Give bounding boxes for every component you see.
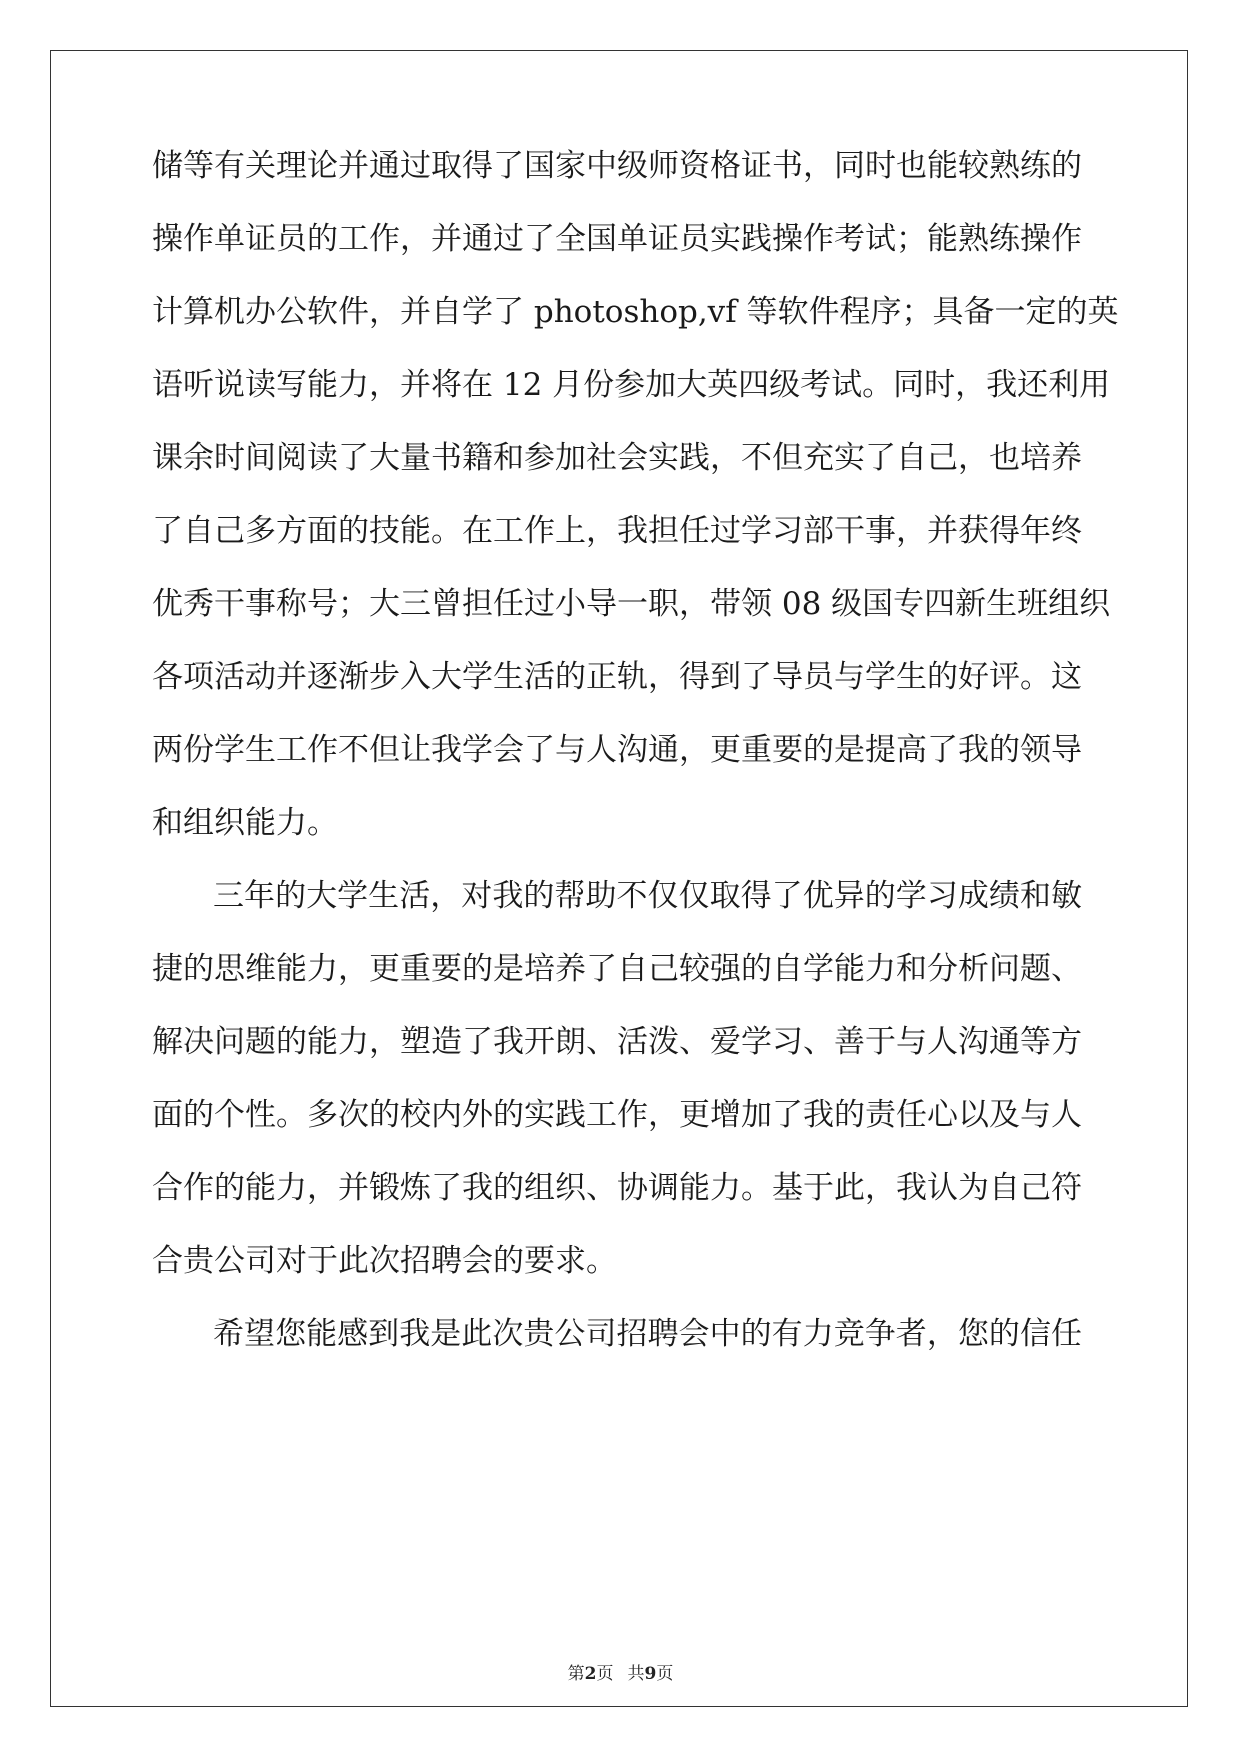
- text-line: 课余时间阅读了大量书籍和参加社会实践，不但充实了自己，也培养: [152, 440, 1082, 476]
- text-line: 解决问题的能力，塑造了我开朗、活泼、爱学习、善于与人沟通等方: [152, 1024, 1082, 1060]
- page-footer: [0, 1662, 1241, 1686]
- page-total: 9: [644, 1664, 657, 1684]
- text-line: 捷的思维能力，更重要的是培养了自己较强的自学能力和分析问题、: [152, 951, 1082, 987]
- text-line: 语听说读写能力，并将在 12 月份参加大英四级考试。同时，我还利用: [152, 367, 1111, 403]
- text-line: 三年的大学生活，对我的帮助不仅仅取得了优异的学习成绩和敏: [213, 878, 1082, 914]
- text-line: 操作单证员的工作，并通过了全国单证员实践操作考试；能熟练操作: [152, 221, 1082, 257]
- total-suffix: 页: [656, 1664, 674, 1684]
- text-line: 储等有关理论并通过取得了国家中级师资格证书，同时也能较熟练的: [152, 148, 1082, 184]
- text-line: 了自己多方面的技能。在工作上，我担任过学习部干事，并获得年终: [152, 513, 1082, 549]
- text-line: 面的个性。多次的校内外的实践工作，更增加了我的责任心以及与人: [152, 1097, 1082, 1133]
- text-line: 计算机办公软件，并自学了 photoshop,vf 等软件程序；具备一定的英: [152, 294, 1119, 330]
- text-line: 优秀干事称号；大三曾担任过小导一职，带领 08 级国专四新生班组织: [152, 586, 1111, 622]
- text-line: 合作的能力，并锻炼了我的组织、协调能力。基于此，我认为自己符: [152, 1170, 1082, 1206]
- text-line: 两份学生工作不但让我学会了与人沟通，更重要的是提高了我的领导: [152, 732, 1082, 768]
- total-prefix: 共: [627, 1664, 645, 1684]
- text-line: 各项活动并逐渐步入大学生活的正轨，得到了导员与学生的好评。这: [152, 659, 1082, 695]
- text-line: 希望您能感到我是此次贵公司招聘会中的有力竞争者，您的信任: [213, 1316, 1082, 1352]
- text-line: 合贵公司对于此次招聘会的要求。: [152, 1243, 617, 1279]
- page-current: 2: [584, 1664, 597, 1684]
- page-suffix: 页: [596, 1664, 614, 1684]
- text-line: 和组织能力。: [152, 805, 338, 841]
- page-prefix: 第: [567, 1664, 585, 1684]
